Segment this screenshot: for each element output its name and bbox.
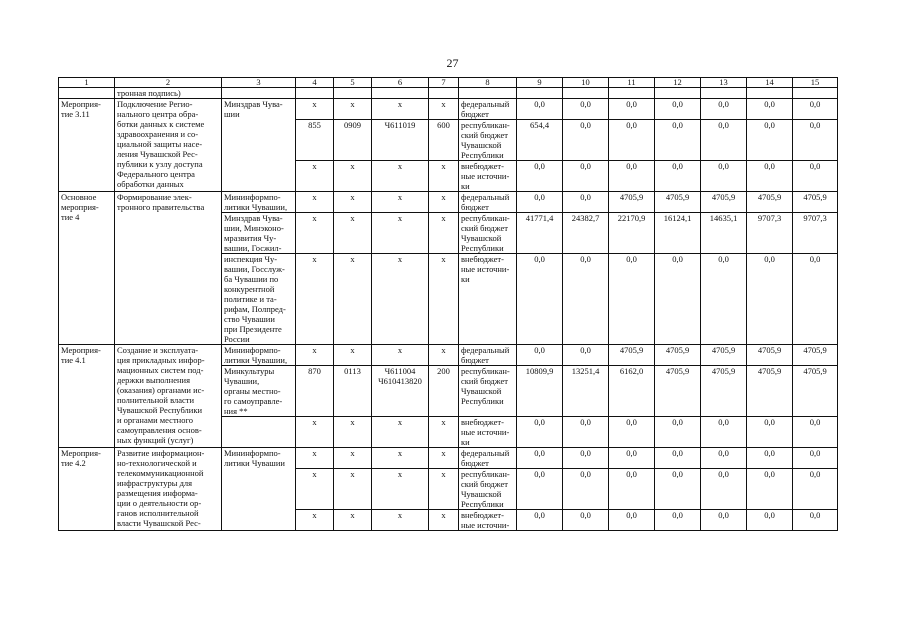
empty-cell [296,88,334,99]
code-cell: x [372,161,429,192]
executor: Минздрав Чува- шии, Минэконо- мразвития Чу- вашии, Госжил- [222,213,296,254]
code-cell: x [429,417,459,448]
column-header: 15 [793,78,838,88]
value-cell: 0,0 [609,99,655,120]
page-number: 27 [446,56,459,70]
funding-source: федеральный бюджет [459,192,517,213]
value-cell: 41771,4 [517,213,563,254]
funding-source: федеральный бюджет [459,345,517,366]
value-cell: 0,0 [517,345,563,366]
value-cell: 0,0 [747,448,793,469]
value-cell: 0,0 [747,99,793,120]
column-header: 1 [59,78,115,88]
column-header: 3 [222,78,296,88]
empty-cell [563,88,609,99]
empty-cell [701,88,747,99]
value-cell: 0,0 [517,254,563,345]
code-cell: x [334,417,372,448]
value-cell: 4705,9 [701,345,747,366]
column-header: 7 [429,78,459,88]
column-header: 5 [334,78,372,88]
event-number: Мероприя- тие 4.2 [59,448,115,531]
value-cell: 4705,9 [655,192,701,213]
event-description: Развитие информацион- но-технологической и телекоммуникационной инфраструктуры для размещения информа- ции о деятельности ор- ганов исполнительной власти Чувашской Рес- [115,448,222,531]
funding-source: республикан- ский бюджет Чувашской Республики [459,120,517,161]
value-cell: 0,0 [655,161,701,192]
value-cell: 0,0 [563,510,609,531]
empty-cell [372,88,429,99]
column-header: 12 [655,78,701,88]
value-cell: 0,0 [517,99,563,120]
value-cell: 9707,3 [747,213,793,254]
column-header: 9 [517,78,563,88]
table-row [59,448,838,469]
code-cell: Ч611019 [372,120,429,161]
code-cell: x [334,254,372,345]
value-cell: 0,0 [701,120,747,161]
value-cell: 0,0 [793,120,838,161]
value-cell: 0,0 [609,469,655,510]
code-cell: x [372,192,429,213]
value-cell: 0,0 [793,448,838,469]
executor: Мининформпо- литики Чувашии [222,448,296,531]
empty-cell [334,88,372,99]
value-cell: 4705,9 [609,345,655,366]
code-cell: x [334,192,372,213]
value-cell: 0,0 [563,469,609,510]
code-cell: x [372,213,429,254]
funding-source: внебюджет- ные источни- ки [459,161,517,192]
code-cell: x [296,417,334,448]
value-cell: 0,0 [609,161,655,192]
value-cell: 0,0 [563,345,609,366]
code-cell: x [296,448,334,469]
value-cell: 0,0 [701,448,747,469]
code-cell: 200 [429,366,459,417]
funding-source: республикан- ский бюджет Чувашской Республики [459,469,517,510]
code-cell: x [296,99,334,120]
empty-cell [793,88,838,99]
empty-cell [222,88,296,99]
code-cell: 855 [296,120,334,161]
code-cell: 0909 [334,120,372,161]
carryover-row [59,88,838,99]
funding-source: внебюджет- ные источни- [459,510,517,531]
code-cell: x [429,345,459,366]
event-number: Основное мероприя- тие 4 [59,192,115,345]
value-cell: 24382,7 [563,213,609,254]
code-cell: Ч611004 Ч610413820 [372,366,429,417]
value-cell: 4705,9 [793,345,838,366]
value-cell: 0,0 [609,448,655,469]
empty-cell [747,88,793,99]
value-cell: 0,0 [563,448,609,469]
empty-cell [429,88,459,99]
table-row [59,99,838,120]
column-header: 6 [372,78,429,88]
event-description: Формирование элек- тронного правительства [115,192,222,345]
code-cell: x [334,345,372,366]
budget-table [58,77,838,531]
value-cell: 0,0 [701,510,747,531]
code-cell: x [296,345,334,366]
value-cell: 0,0 [563,417,609,448]
value-cell: 0,0 [517,510,563,531]
value-cell: 0,0 [609,510,655,531]
column-header: 14 [747,78,793,88]
value-cell: 22170,9 [609,213,655,254]
code-cell: x [334,510,372,531]
code-cell: x [372,469,429,510]
value-cell: 9707,3 [793,213,838,254]
empty-cell [609,88,655,99]
value-cell: 0,0 [747,120,793,161]
value-cell: 0,0 [793,510,838,531]
code-cell: x [334,448,372,469]
code-cell: x [296,469,334,510]
code-cell: x [429,192,459,213]
value-cell: 4705,9 [793,366,838,417]
funding-source: внебюджет- ные источни- ки [459,254,517,345]
value-cell: 0,0 [609,120,655,161]
value-cell: 0,0 [563,99,609,120]
code-cell: x [429,161,459,192]
value-cell: 0,0 [701,99,747,120]
table-row [59,345,838,366]
column-header: 4 [296,78,334,88]
code-cell: x [372,417,429,448]
value-cell: 0,0 [655,254,701,345]
empty-cell [655,88,701,99]
code-cell: x [334,213,372,254]
code-cell: x [334,99,372,120]
code-cell: x [296,161,334,192]
code-cell: x [296,510,334,531]
empty-cell [459,88,517,99]
value-cell: 14635,1 [701,213,747,254]
value-cell: 0,0 [747,254,793,345]
code-cell: x [429,469,459,510]
code-cell: x [296,254,334,345]
executor: Мининформпо- литики Чувашии, [222,345,296,366]
value-cell: 0,0 [747,417,793,448]
funding-source: федеральный бюджет [459,99,517,120]
value-cell: 0,0 [655,448,701,469]
funding-source: внебюджет- ные источни- ки [459,417,517,448]
code-cell: x [429,213,459,254]
value-cell: 4705,9 [701,366,747,417]
code-cell: x [372,254,429,345]
column-header: 2 [115,78,222,88]
value-cell: 0,0 [655,469,701,510]
value-cell: 0,0 [563,161,609,192]
value-cell: 0,0 [747,510,793,531]
value-cell: 6162,0 [609,366,655,417]
executor [222,417,296,448]
value-cell: 0,0 [563,192,609,213]
value-cell: 16124,1 [655,213,701,254]
event-description: Создание и эксплуата- ция прикладных инфор- мационных систем под- держки выполнения (оказания) органами ис- полнительной власти Чувашской Республики и органами местного самоуправления основ- ных функций (услуг) [115,345,222,448]
value-cell: 0,0 [655,120,701,161]
value-cell: 0,0 [517,417,563,448]
code-cell: x [296,213,334,254]
value-cell: 0,0 [517,469,563,510]
value-cell: 0,0 [517,192,563,213]
funding-source: республикан- ский бюджет Чувашской Республики [459,366,517,417]
code-cell: x [429,510,459,531]
value-cell: 0,0 [609,254,655,345]
value-cell: 0,0 [609,417,655,448]
column-header: 10 [563,78,609,88]
code-cell: x [372,510,429,531]
code-cell: x [429,254,459,345]
code-cell: 0113 [334,366,372,417]
column-header: 13 [701,78,747,88]
value-cell: 0,0 [517,161,563,192]
code-cell: 870 [296,366,334,417]
code-cell: x [372,345,429,366]
header-row [59,78,838,88]
event-number: Мероприя- тие 3.11 [59,99,115,192]
value-cell: 4705,9 [655,366,701,417]
empty-cell [59,88,115,99]
value-cell: 0,0 [701,161,747,192]
value-cell: 0,0 [793,254,838,345]
column-header: 11 [609,78,655,88]
executor: Минкультуры Чувашии, органы местно- го самоуправле- ния ** [222,366,296,417]
executor: Мининформпо- литики Чувашии, [222,192,296,213]
executor: Минздрав Чува- шии [222,99,296,192]
value-cell: 0,0 [701,417,747,448]
column-header: 8 [459,78,517,88]
value-cell: 0,0 [655,510,701,531]
value-cell: 4705,9 [747,366,793,417]
value-cell: 0,0 [793,469,838,510]
funding-source: республикан- ский бюджет Чувашской Республики [459,213,517,254]
value-cell: 0,0 [563,120,609,161]
value-cell: 4705,9 [747,192,793,213]
code-cell: x [334,469,372,510]
code-cell: x [429,448,459,469]
value-cell: 13251,4 [563,366,609,417]
value-cell: 4705,9 [609,192,655,213]
value-cell: 0,0 [701,469,747,510]
event-description: Подключение Регио- нального центра обра- ботки данных к системе здравоохранения и со- циальной защиты насе- ления Чувашской Рес- публики к узлу доступа Федерального центра обработки данных [115,99,222,192]
event-number: Мероприя- тие 4.1 [59,345,115,448]
code-cell: 600 [429,120,459,161]
value-cell: 654,4 [517,120,563,161]
value-cell: 4705,9 [655,345,701,366]
value-cell: 0,0 [517,448,563,469]
value-cell: 4705,9 [793,192,838,213]
code-cell: x [372,448,429,469]
carryover-text: тронная подпись) [115,88,222,99]
funding-source: федеральный бюджет [459,448,517,469]
code-cell: x [372,99,429,120]
code-cell: x [334,161,372,192]
value-cell: 0,0 [793,99,838,120]
value-cell: 0,0 [563,254,609,345]
value-cell: 0,0 [701,254,747,345]
value-cell: 0,0 [793,417,838,448]
empty-cell [517,88,563,99]
value-cell: 10809,9 [517,366,563,417]
value-cell: 0,0 [655,417,701,448]
value-cell: 0,0 [747,469,793,510]
value-cell: 0,0 [655,99,701,120]
code-cell: x [429,99,459,120]
executor: инспекция Чу- вашии, Госслуж- ба Чувашии по конкурентной политике и та- рифам, Полпред- ство Чувашии при Президенте России [222,254,296,345]
value-cell: 0,0 [747,161,793,192]
value-cell: 4705,9 [701,192,747,213]
value-cell: 0,0 [793,161,838,192]
code-cell: x [296,192,334,213]
value-cell: 4705,9 [747,345,793,366]
table-row [59,192,838,213]
